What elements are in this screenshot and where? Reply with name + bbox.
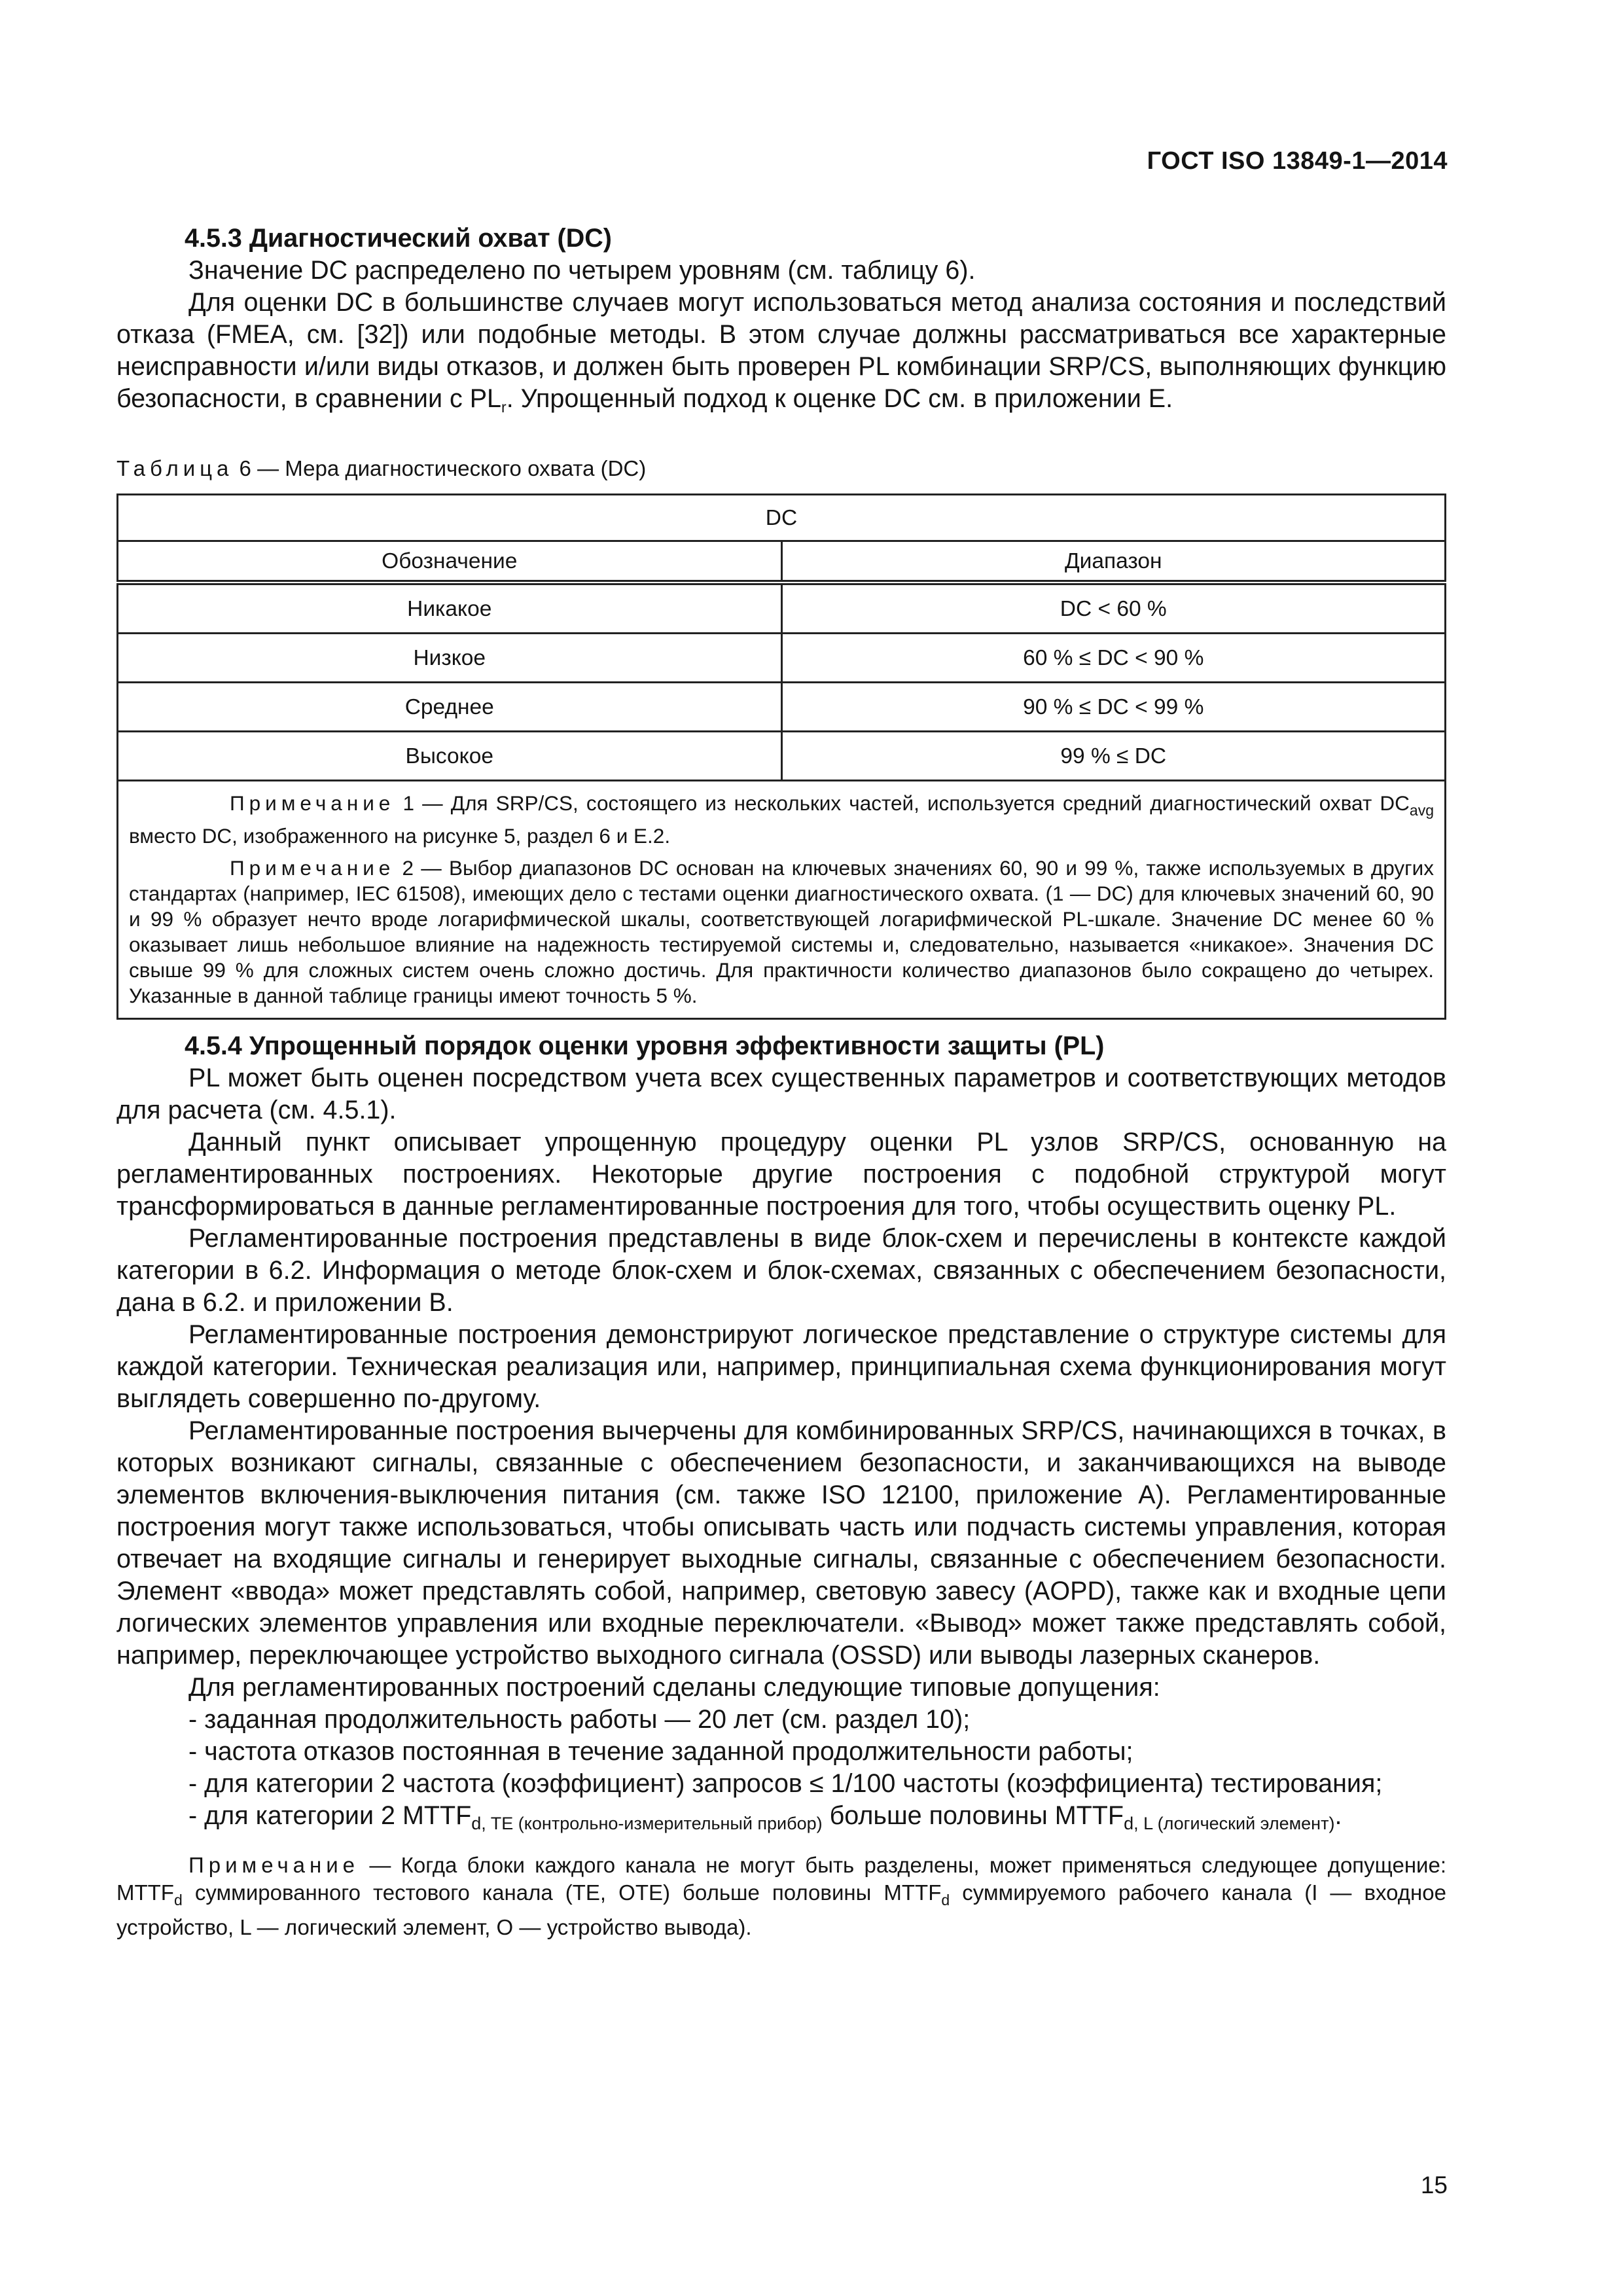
paragraph: Значение DC распределено по четырем уровням (см. таблицу 6). xyxy=(188,256,976,285)
list-item: - для категории 2 $MTTF_{d, TE (контрольно-измерительный прибор)}$ больше половины $MTTF_{d, L (логический элемент)}$. xyxy=(188,1801,1342,1833)
table-row xyxy=(118,634,1446,683)
table-note-1: Примечание 1 — Для SRP/CS, состоящего из нескольких частей, используется средний диагностический охват $DC_{avg}$ вместо DC, изображенного на рисунке 5, раздел 6 и Е.2. xyxy=(129,791,1434,848)
paragraph: Для оценки DC в большинстве случаев могут использоваться метод анализа состояния и последствий отказа (FMEA, см. [32]) или подобные методы. В этом случае должны рассматриваться все характерные неисправности и/или виды отказов, и должен быть проверен PL комбинации SRP/CS, выполняющих функцию безопасности, в сравнении с $PL_r$. Упрощенный подход к оценке DC см. в приложении Е. xyxy=(116,288,1446,416)
list-item: - заданная продолжительность работы — 20 лет (см. раздел 10); xyxy=(188,1705,971,1734)
table-row xyxy=(118,732,1446,781)
dc-table xyxy=(116,493,1446,1020)
table-notes-row xyxy=(118,781,1446,1019)
table-cell-name: Высокое xyxy=(118,732,782,781)
paragraph: Регламентированные построения представлены в виде блок-схем и перечислены в контексте каждой категории в 6.2. Информация о методе блок-схем и блок-схемах, связанных с обеспечением безопасности, дана в 6.2. и приложении В. xyxy=(116,1224,1446,1317)
paragraph: Данный пункт описывает упрощенную процедуру оценки PL узлов SRP/CS, основанную на регламентированных построениях. Некоторые другие построения с подобной структурой могут трансформироваться в данные регламентированные построения для того, чтобы осуществить оценку PL. xyxy=(116,1128,1446,1221)
table-cell-range: DC < 60 % xyxy=(781,583,1446,634)
paragraph: Для регламентированных построений сделаны следующие типовые допущения: xyxy=(188,1673,1160,1702)
paragraph: Регламентированные построения демонстрируют логическое представление о структуре системы для каждой категории. Техническая реализация или, например, принципиальная схема функционирования могут выглядеть совершенно по-другому. xyxy=(116,1320,1446,1413)
table-row xyxy=(118,583,1446,634)
column-header-designation: Обозначение xyxy=(118,541,782,583)
page-content xyxy=(116,223,1446,1941)
table-note-2: Примечание 2 — Выбор диапазонов DC основан на ключевых значениях 60, 90 и 99 %, также используемых в других стандартах (например, IEC 61508), имеющих дело с тестами оценки диагностического охвата. (1 — DC) для ключевых значений 60, 90 и 99 % образует нечто вроде логарифмической шкалы, соответствующей логарифмической PL-шкале. Значение DC менее 60 % оказывает лишь небольшое влияние на надежность тестируемой системы и, следовательно, называется «никакое». Значения DC свыше 99 % для сложных систем очень сложно достичь. Для практичности количество диапазонов было сокращено до четырех. Указанные в данной таблице границы имеют точность 5 %. xyxy=(129,856,1434,1007)
section-453-title: 4.5.3 Диагностический охват (DC) xyxy=(185,224,612,253)
list-item: - для категории 2 частота (коэффициент) запросов ≤ 1/100 частоты (коэффициента) тестирования; xyxy=(188,1769,1383,1798)
table-header-dc: DC xyxy=(118,495,1446,541)
table-cell-name: Низкое xyxy=(118,634,782,683)
column-header-range: Диапазон xyxy=(781,541,1446,583)
table-cell-name: Никакое xyxy=(118,583,782,634)
table-cell-range: 60 % ≤ DC < 90 % xyxy=(781,634,1446,683)
page-number: 15 xyxy=(1420,2172,1448,2198)
table-header-row xyxy=(118,495,1446,541)
paragraph: Регламентированные построения вычерчены для комбинированных SRP/CS, начинающихся в точках, в которых возникают сигналы, связанные с обеспечением безопасности, и заканчивающихся на выводе элементов включения-выключения питания (см. также ISO 12100, приложение А). Регламентированные построения могут также использоваться, чтобы описывать часть или подчасть системы управления, которая отвечает на входящие сигналы и генерирует выходные сигналы, связанные с обеспечением безопасности. Элемент «ввода» может представлять собой, например, световую завесу (AOPD), также как и входные цепи логических элементов управления или входные переключатели. «Вывод» может также представлять собой, например, переключающее устройство выходного сигнала (OSSD) или выводы лазерных сканеров. xyxy=(116,1416,1446,1670)
paragraph: PL может быть оценен посредством учета всех существенных параметров и соответствующих методов для расчета (см. 4.5.1). xyxy=(116,1064,1446,1124)
table-cell-range: 99 % ≤ DC xyxy=(781,732,1446,781)
table-notes xyxy=(118,781,1446,1019)
list-item: - частота отказов постоянная в течение заданной продолжительности работы; xyxy=(188,1737,1133,1766)
document-code: ГОСТ ISO 13849-1—2014 xyxy=(1147,147,1448,175)
section-454-title: 4.5.4 Упрощенный порядок оценки уровня эффективности защиты (PL) xyxy=(185,1031,1105,1060)
table-column-header-row xyxy=(118,541,1446,583)
table-cell-range: 90 % ≤ DC < 99 % xyxy=(781,683,1446,732)
final-note: Примечание — Когда блоки каждого канала не могут быть разделены, может применяться следующее допущение: $MTTF_d$ суммированного тестового канала (TE, OTE) больше половины $MTTF_d$ суммируемого рабочего канала (I — входное устройство, L — логический элемент, O — устройство вывода). xyxy=(116,1853,1446,1939)
table-row xyxy=(118,683,1446,732)
table-cell-name: Среднее xyxy=(118,683,782,732)
table-caption: Таблица 6 — Мера диагностического охвата (DC) xyxy=(116,456,647,480)
